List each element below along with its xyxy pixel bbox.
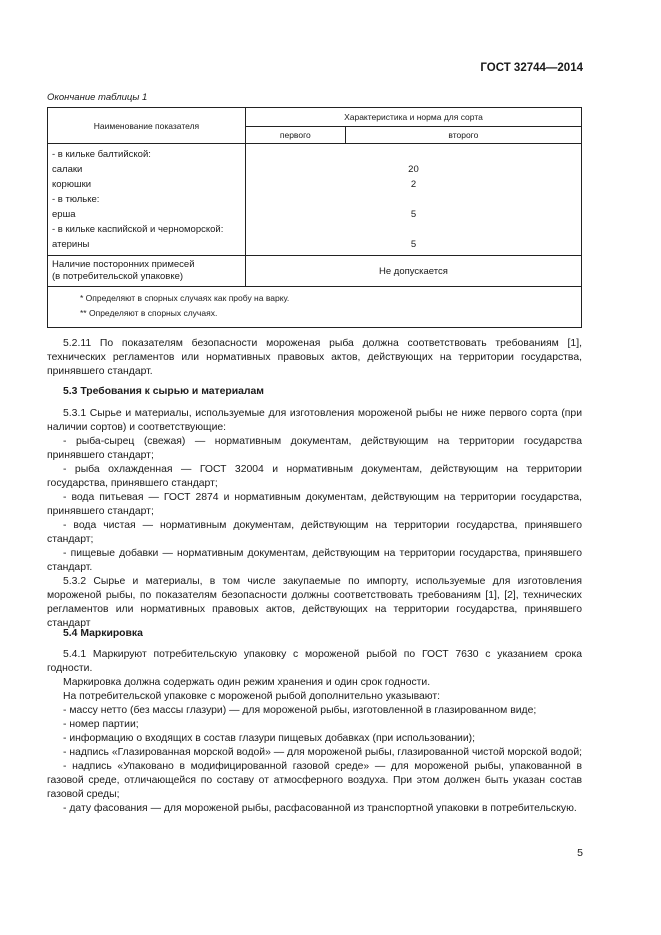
row-value: 20 — [408, 164, 419, 175]
row-label: атерины — [52, 239, 90, 250]
col-name-header: Наименование показателя — [48, 108, 246, 144]
row-label: салаки — [52, 164, 83, 175]
row-value — [246, 192, 581, 207]
row-label: ерша — [52, 209, 76, 220]
list-item: - информацию о входящих в состав глазури пищевых добавках (при использовании); — [63, 733, 476, 744]
section-5-3-body — [47, 407, 582, 631]
section-5-3 — [47, 385, 582, 399]
paragraph-5-4-1: 5.4.1 Маркируют потребительскую упаковку с мороженой рыбой по ГОСТ 7630 с указанием срока годности. — [47, 649, 582, 674]
paragraph-5-3-2: 5.3.2 Сырье и материалы, в том числе закупаемые по импорту, используемые для изготовления мороженой рыбы, по показателям безопасности должны соответствовать требованиям [1], [2], технических регламентов или нормативных правовых актов, действующих на территории государства, принявшего стандарт — [47, 576, 582, 629]
heading-5-4: 5.4 Маркировка — [63, 628, 143, 639]
row-value — [246, 147, 581, 162]
impurities-label — [48, 256, 246, 287]
row-value: 2 — [410, 179, 417, 190]
list-item: - рыба-сырец (свежая) — нормативным документам, действующим на территории государства принявшего стандарт; — [47, 436, 582, 461]
row-value — [246, 222, 581, 237]
table-caption: Окончание таблицы 1 — [47, 92, 148, 103]
list-item: - вода питьевая — ГОСТ 2874 и нормативным документам, действующим на территории государства, принявшего стандарт; — [47, 492, 582, 517]
list-item: - дату фасования — для мороженой рыбы, расфасованной из транспортной упаковки в потребительскую. — [63, 803, 577, 814]
row-value: 5 — [410, 239, 417, 250]
row-label: - в тюльке: — [52, 194, 100, 205]
list-item: - надпись «Глазированная морской водой» — для мороженой рыбы, глазированной чистой морской водой; — [63, 747, 583, 758]
impurities-value: Не допускается — [245, 256, 581, 287]
heading-5-3: 5.3 Требования к сырью и материалам — [63, 386, 264, 397]
row-label: корюшки — [52, 179, 92, 190]
footnote: * Определяют в спорных случаях как пробу на варку. — [80, 293, 290, 303]
paragraph-5-3-1: 5.3.1 Сырье и материалы, используемые для изготовления мороженой рыбы не ниже первого сорта (при наличии сортов) и соответствующие: — [47, 408, 582, 433]
paragraph: Маркировка должна содержать один режим хранения и один срок годности. — [63, 677, 431, 688]
col-first-header: первого — [245, 127, 345, 144]
list-item: - надпись «Упаковано в модифицированной газовой среде» — для мороженой рыбы, упакованной в газовой среде, отличающейся по составу от атмосферного воздуха. При этом должен быть указан состав газовой среды; — [47, 761, 582, 800]
indicator-labels — [48, 144, 246, 256]
list-item: - номер партии; — [63, 719, 139, 730]
paragraph-5-2-11: 5.2.11 По показателям безопасности мороженая рыба должна соответствовать требованиям [1], технических регламентов или нормативных правовых актов, действующих на территории государства, принявшего стандарт. — [47, 338, 582, 377]
list-item: - вода чистая — нормативным документам, действующим на территории государства, принявшего стандарт; — [47, 520, 582, 545]
document-code: ГОСТ 32744—2014 — [480, 62, 583, 74]
list-item: - массу нетто (без массы глазури) — для мороженой рыбы, изготовленной в глазированном виде; — [63, 705, 537, 716]
list-item: - пищевые добавки — нормативным документам, действующим на территории государства, принявшего стандарт. — [47, 548, 582, 573]
table-footnotes — [48, 287, 582, 328]
row-value: 5 — [410, 209, 417, 220]
body-text — [47, 337, 582, 379]
page-number: 5 — [577, 847, 583, 859]
list-item: - рыба охлажденная — ГОСТ 32004 и нормативным документам, действующим на территории государства, принявшего стандарт; — [47, 464, 582, 489]
col-group-header: Характеристика и норма для сорта — [245, 108, 581, 127]
section-5-4 — [47, 627, 582, 641]
impurities-label-line: (в потребительской упаковке) — [52, 271, 184, 282]
footnote: ** Определяют в спорных случаях. — [80, 308, 218, 318]
impurities-label-line: Наличие посторонних примесей — [52, 258, 195, 270]
row-label: - в кильке каспийской и черноморской: — [52, 224, 224, 235]
indicator-values — [245, 144, 581, 256]
row-label: - в кильке балтийской: — [52, 149, 151, 160]
section-5-4-body — [47, 648, 582, 816]
col-second-header: второго — [345, 127, 581, 144]
paragraph: На потребительской упаковке с мороженой рыбой дополнительно указывают: — [63, 691, 440, 702]
indicators-table — [47, 107, 582, 328]
